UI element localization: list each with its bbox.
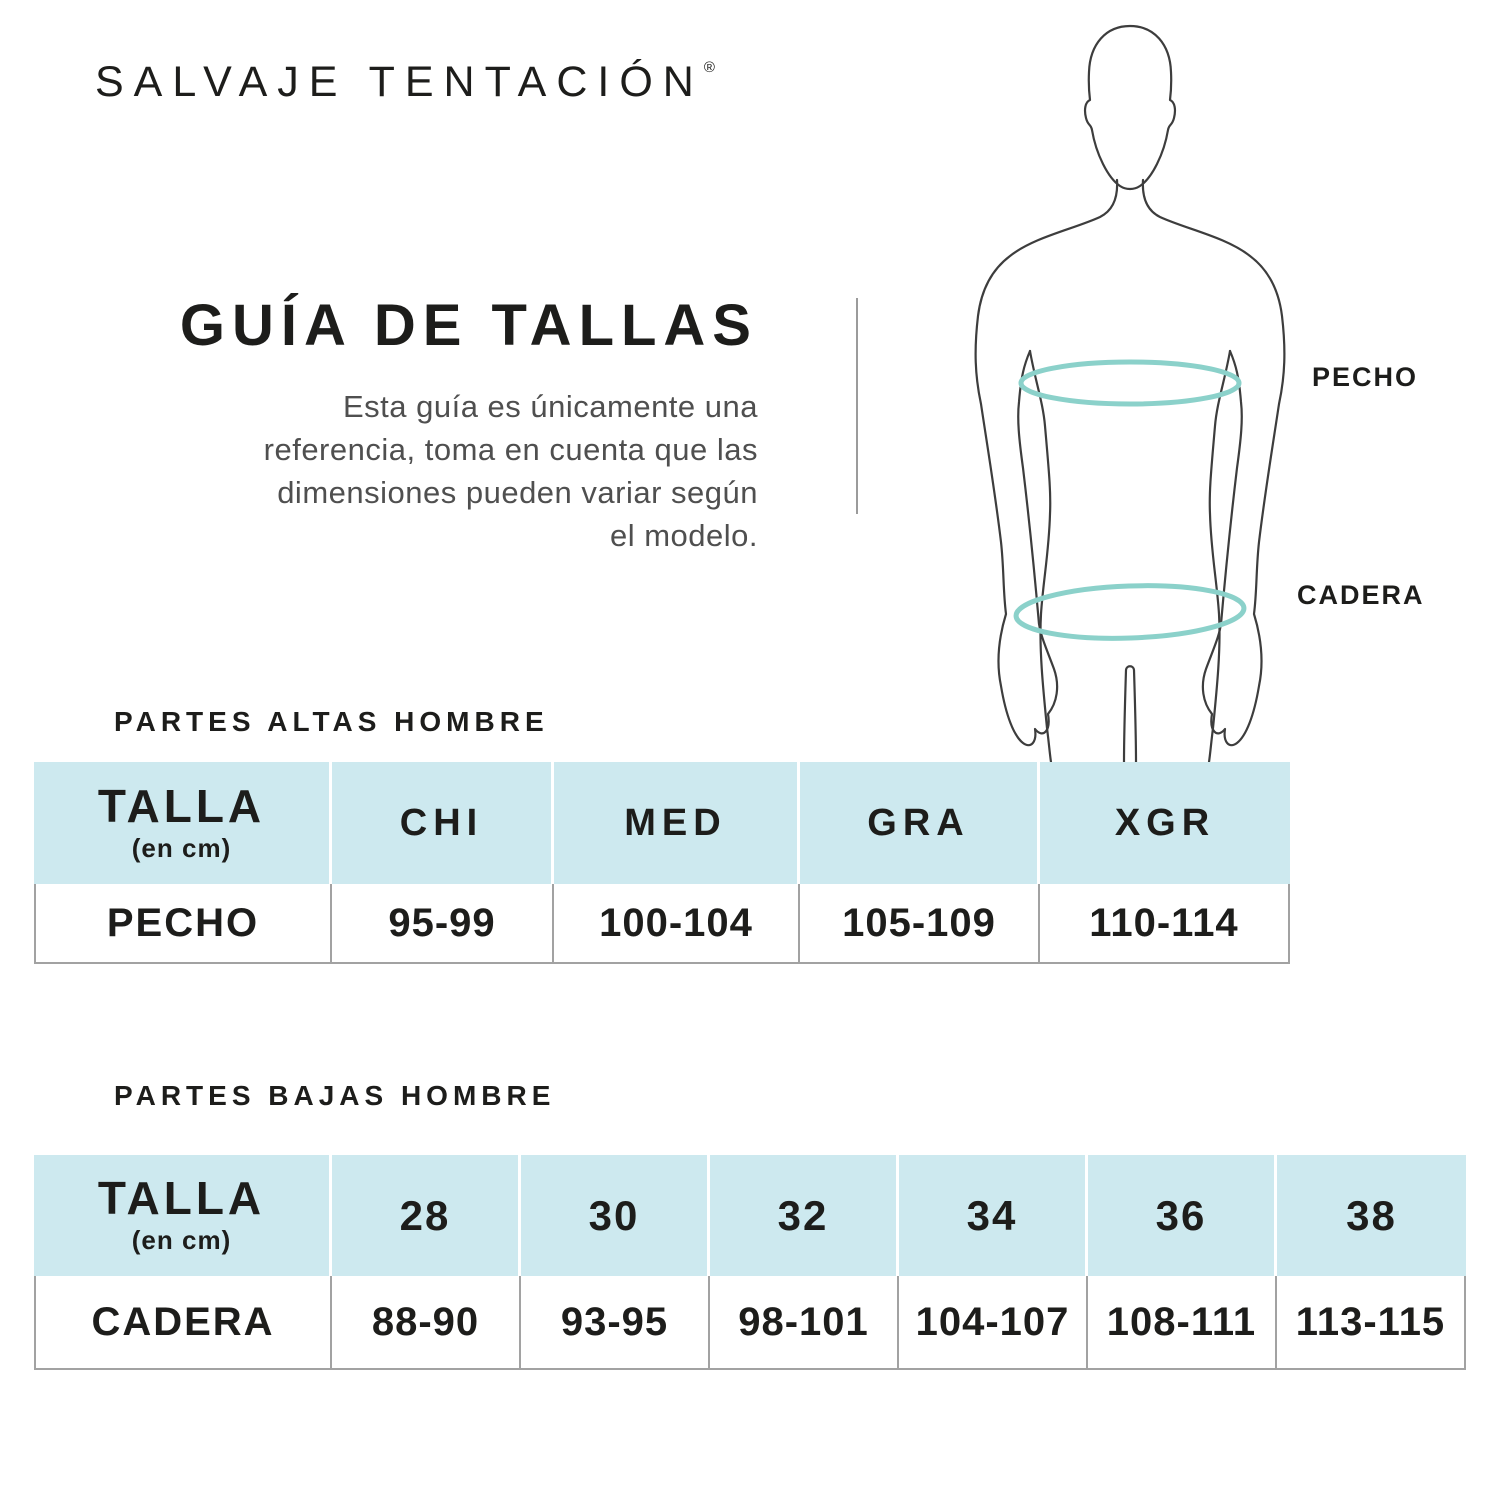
- header-cell-size: MED: [554, 762, 800, 884]
- upper-body-size-table: [34, 762, 1290, 964]
- chest-measurement-band-icon: [1021, 362, 1239, 404]
- value-cell: 110-114: [1040, 884, 1290, 964]
- description-line: el modelo.: [609, 518, 758, 553]
- value-cell: 100-104: [554, 884, 800, 964]
- talla-title: TALLA: [97, 779, 266, 832]
- hip-measurement-band-icon: [1015, 582, 1245, 642]
- page-title: GUÍA DE TALLAS: [179, 293, 758, 358]
- header-cell-size: 30: [521, 1155, 710, 1276]
- intro-block: [58, 292, 758, 557]
- header-cell-size: XGR: [1040, 762, 1290, 884]
- registered-mark: ®: [703, 59, 715, 76]
- description-line: referencia, toma en cuenta que las: [263, 432, 758, 467]
- talla-unit: (en cm): [131, 1225, 232, 1255]
- brand-logo-text: SALVAJE TENTACIÓN: [95, 58, 704, 106]
- header-cell-talla: [34, 762, 332, 884]
- vertical-divider: [856, 298, 858, 514]
- brand-logo: [95, 58, 715, 107]
- description-line: Esta guía es únicamente una: [342, 389, 758, 424]
- head-outline-path: [1085, 26, 1175, 189]
- value-cell: 88-90: [332, 1276, 521, 1370]
- talla-unit: (en cm): [131, 832, 232, 863]
- chest-label: PECHO: [1312, 362, 1419, 392]
- inseam-path: [1124, 666, 1136, 762]
- row-label-cadera: CADERA: [34, 1276, 332, 1370]
- intro-description: [58, 385, 758, 557]
- lower-body-size-table: [34, 1155, 1466, 1370]
- header-cell-size: 34: [899, 1155, 1088, 1276]
- header-cell-size: 32: [710, 1155, 899, 1276]
- lower-table-section-title: PARTES BAJAS HOMBRE: [114, 1080, 556, 1111]
- upper-table-section-title: PARTES ALTAS HOMBRE: [114, 706, 549, 737]
- right-arm-outline-path: [1143, 180, 1285, 745]
- header-cell-talla: [34, 1155, 332, 1276]
- body-outline-figure: [950, 20, 1310, 762]
- value-cell: 104-107: [899, 1276, 1088, 1370]
- talla-title: TALLA: [97, 1172, 266, 1224]
- header-cell-size: 38: [1277, 1155, 1466, 1276]
- value-cell: 105-109: [800, 884, 1040, 964]
- header-cell-size: CHI: [332, 762, 554, 884]
- header-cell-size: GRA: [800, 762, 1040, 884]
- value-cell: 113-115: [1277, 1276, 1466, 1370]
- row-label-pecho: PECHO: [34, 884, 332, 964]
- header-cell-size: 36: [1088, 1155, 1277, 1276]
- value-cell: 95-99: [332, 884, 554, 964]
- hip-label: CADERA: [1297, 580, 1425, 610]
- header-cell-size: 28: [332, 1155, 521, 1276]
- left-arm-outline-path: [976, 180, 1118, 745]
- value-cell: 93-95: [521, 1276, 710, 1370]
- value-cell: 98-101: [710, 1276, 899, 1370]
- description-line: dimensiones pueden variar según: [277, 475, 758, 510]
- value-cell: 108-111: [1088, 1276, 1277, 1370]
